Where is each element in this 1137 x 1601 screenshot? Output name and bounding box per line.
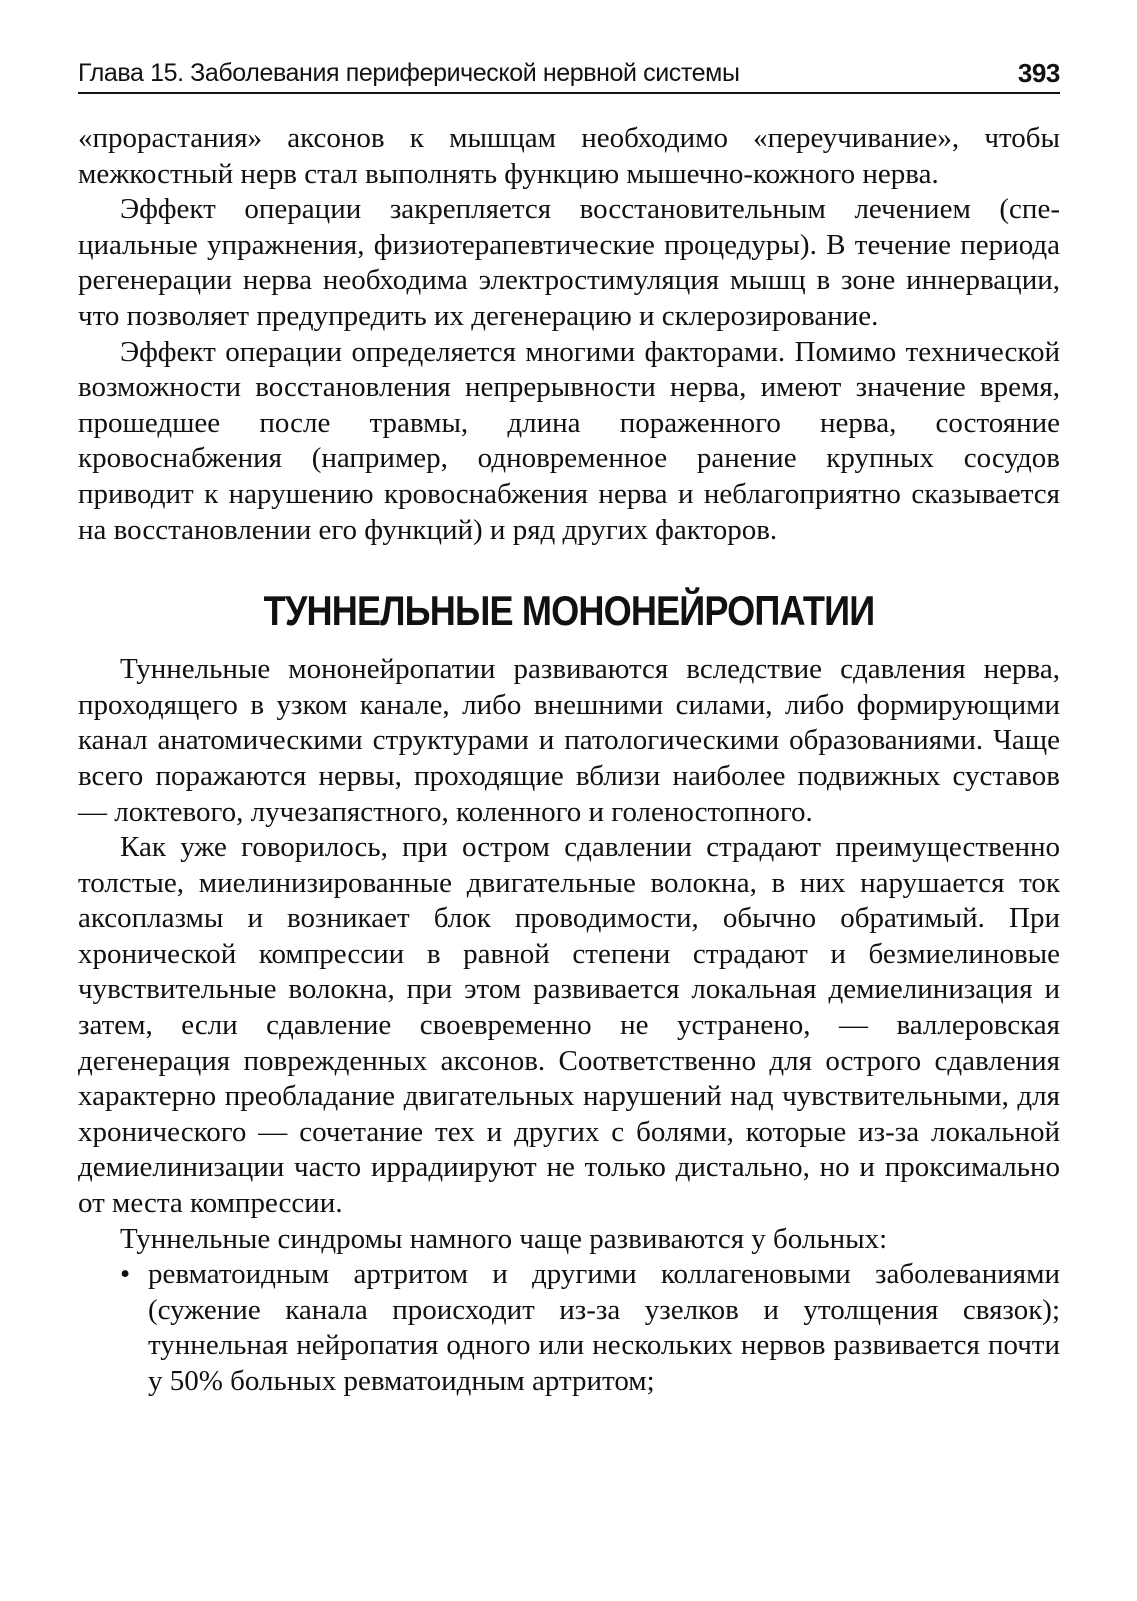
paragraph: Как уже говорилось, при остром сдавлении страдают преимущественно толстые, миелинизированные двигательные волокна, в них нарушается ток аксоплазмы и возникает блок проводимости, обычно обратимый. При хронической компрессии в равной степени страдают и безмиелиновые чувствительные волокна, при этом развивается локальная демиелинизация и затем, если сдавление своевременно не устранено, — валлеровская дегенерация поврежденных аксонов. Соответственно для острого сдавления характерно преобладание двигательных нарушений над чувствительными, для хронического — сочетание тех и других с болями, которые из-за локальной демиелинизации часто иррадиируют не только дистально, но и проксимально от места компрессии.	[78, 831, 1060, 1220]
paragraph-list-intro: Туннельные синдромы намного чаще развиваются у больных:	[120, 1222, 888, 1255]
book-page	[78, 58, 1060, 1400]
section-heading: ТУННЕЛЬНЫЕ МОНОНЕЙРОПАТИИ	[263, 587, 875, 635]
paragraph-continuation: «прорастания» аксонов к мышцам необходимо «переучивание», чтобы межкостный нерв стал выполнять функцию мышечно-кожного нерва.	[78, 122, 1060, 190]
paragraph: Эффект операции закрепляется восстановительным лечением (специальные упражнения, физиотерапевтические процедуры). В течение периода регенерации нерва необходима электростимуляция мышц в зоне иннервации, что позволяет предупредить их дегенерацию и склерозирование.	[78, 193, 1060, 332]
bullet-list	[78, 1257, 1060, 1399]
running-header	[78, 58, 1060, 94]
list-item	[78, 1257, 1060, 1399]
paragraph: Эффект операции определяется многими факторами. Помимо технической возможности восстановления непрерывности нерва, имеют значение время, прошедшее после травмы, длина пораженного нерва, состояние кровоснабжения (например, одновременное ранение крупных сосудов приводит к нарушению кровоснабжения нерва и неблагоприятно сказывается на восстановлении его функций) и ряд других факторов.	[78, 335, 1060, 546]
page-number: 393	[1017, 58, 1060, 88]
page-body	[78, 121, 1060, 1400]
chapter-title: Глава 15. Заболевания периферической нервной системы	[78, 59, 740, 87]
bullet-icon: •	[120, 1258, 131, 1291]
list-item-text: ревматоидным артритом и другими коллагеновыми заболеваниями (сужение канала происходит из-за узелков и утолщения связок); туннельная нейропатия одного или нескольких нервов развивается почти у 50% больных ревматоидным артритом;	[148, 1258, 1060, 1397]
paragraph: Туннельные мононейропатии развиваются вследствие сдавления нерва, проходящего в узком канале, либо внешними силами, либо формирующими канал анатомическими структурами и патологическими образованиями. Чаще всего поражаются нервы, проходящие вблизи наиболее подвижных суставов — локтевого, лучезапястного, коленного и голеностопного.	[78, 653, 1060, 828]
